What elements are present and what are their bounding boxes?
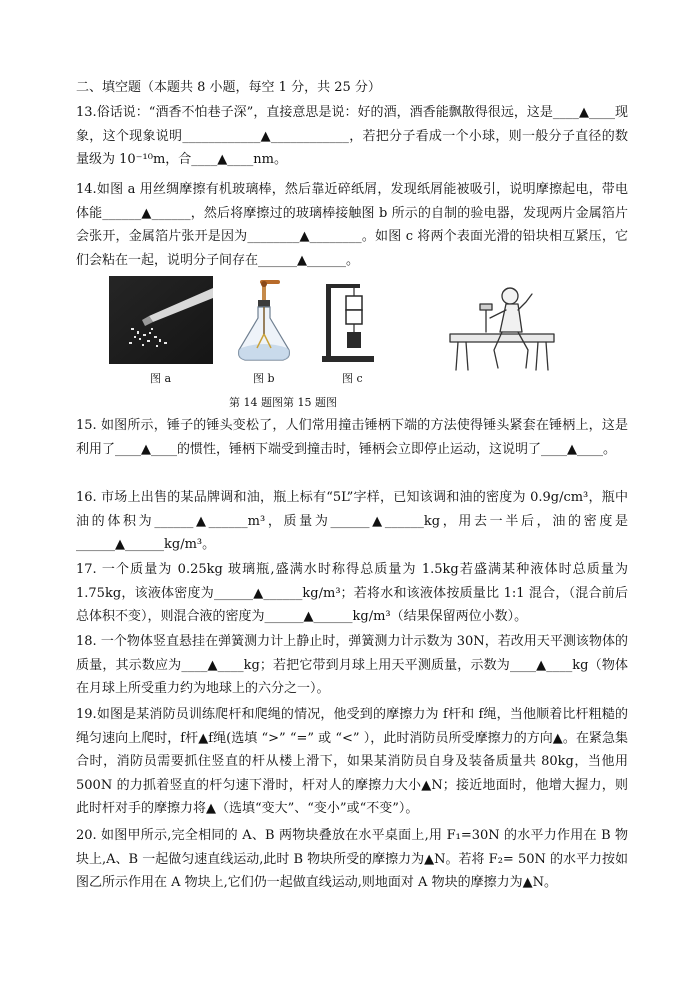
figures-caption: 第 14 题图第 15 题图 xyxy=(229,396,337,409)
question-14: 14.如图 a 用丝绸摩擦有机玻璃棒，然后靠近碎纸屑，发现纸屑能被吸引，说明摩擦起电，带电体能______▲______，然后将摩擦过的玻璃棒接触图 b 所示的自制的验电器，发现两片金属箔片会张开，金属箔片张开是因为________▲________。如图 c 将两个表面光滑的铅块相互紧压，它们会粘在一起，说明分子间存在______▲______。 xyxy=(76,182,628,268)
figure-15-hammer xyxy=(446,276,558,376)
lead-blocks-stand-image xyxy=(320,278,376,364)
figure-c-label: 图 c xyxy=(342,372,363,385)
question-20: 20. 如图甲所示,完全相同的 A、B 两物块叠放在水平桌面上,用 F₁=30N 的水平力作用在 B 物块上,A、B 一起做匀速直线运动,此时 B 物块所受的摩擦力为▲N。若将 F₂= 50N 的水平力按如图乙所示作用在 A 物块上,它们仍一起做直线运动,则地面对 A 物块的摩擦力为▲N。 xyxy=(76,828,628,890)
question-17: 17. 一个质量为 0.25kg 玻璃瓶,盛满水时称得总质量为 1.5kg若盛满某种液体时总质量为 1.75kg，该液体密度为______▲______kg/m³；若将水和该液体按质量比 1:1 混合，（混合前后总体积不变），则混合液的密度为______▲______kg/m³（结果保留两位小数）。 xyxy=(76,562,628,624)
man-hammering-image xyxy=(446,276,558,376)
section-title: 二、填空题（本题共 8 小题，每空 1 分，共 25 分） xyxy=(76,80,381,95)
question-18: 18. 一个物体竖直悬挂在弹簧测力计上静止时，弹簧测力计示数为 30N，若改用天平测该物体的质量，其示数应为____▲____kg；若把它带到月球上用天平测质量，示数为____▲____kg（物体在月球上所受重力约为地球上的六分之一）。 xyxy=(76,634,628,696)
electroscope-image xyxy=(229,278,299,364)
figure-b-label: 图 b xyxy=(253,372,275,385)
question-15: 15. 如图所示，锤子的锤头变松了，人们常用撞击锤柄下端的方法使得锤头紧套在锤柄上，这是利用了____▲____的惯性，锤柄下端受到撞击时，锤柄会立即停止运动，这说明了____▲____。 xyxy=(76,418,628,457)
figure-c-lead-blocks xyxy=(320,278,376,364)
figure-b-electroscope xyxy=(229,278,299,364)
question-16: 16. 市场上出售的某品牌调和油，瓶上标有“5L”字样，已知该调和油的密度为 0.9g/cm³，瓶中油的体积为______▲______m³，质量为______▲______kg，用去一半后，油的密度是______▲______kg/m³。 xyxy=(76,490,628,552)
question-13: 13.俗话说：“酒香不怕巷子深”，直接意思是说：好的酒，酒香能飘散得很远，这是____▲____现象，这个现象说明____________▲____________，若把分子看成一个小球，则一般分子直径的数量级为 10⁻¹⁰m，合____▲____nm。 xyxy=(76,105,628,167)
figure-a-label: 图 a xyxy=(150,372,172,385)
figures-row xyxy=(76,276,628,416)
rod-and-paper-scraps-image xyxy=(109,276,213,364)
figure-a-photo xyxy=(109,276,213,364)
question-19: 19.如图是某消防员训练爬杆和爬绳的情况，他受到的摩擦力为 f杆和 f绳，当他顺着比杆粗糙的绳匀速向上爬时，f杆▲f绳(选填 “>” “=” 或 “<” ），此时消防员所受摩擦力的方向▲。在紧急集合时，消防员需要抓住竖直的杆从楼上滑下，如果某消防员自身及装备质量共 80kg，当他用 500N 的力抓着竖直的杆匀速下滑时，杆对人的摩擦力大小▲N；接近地面时，他增大握力，则此时杆对手的摩擦力将▲（选填“变大”、“变小”或“不变”）。 xyxy=(76,707,628,816)
